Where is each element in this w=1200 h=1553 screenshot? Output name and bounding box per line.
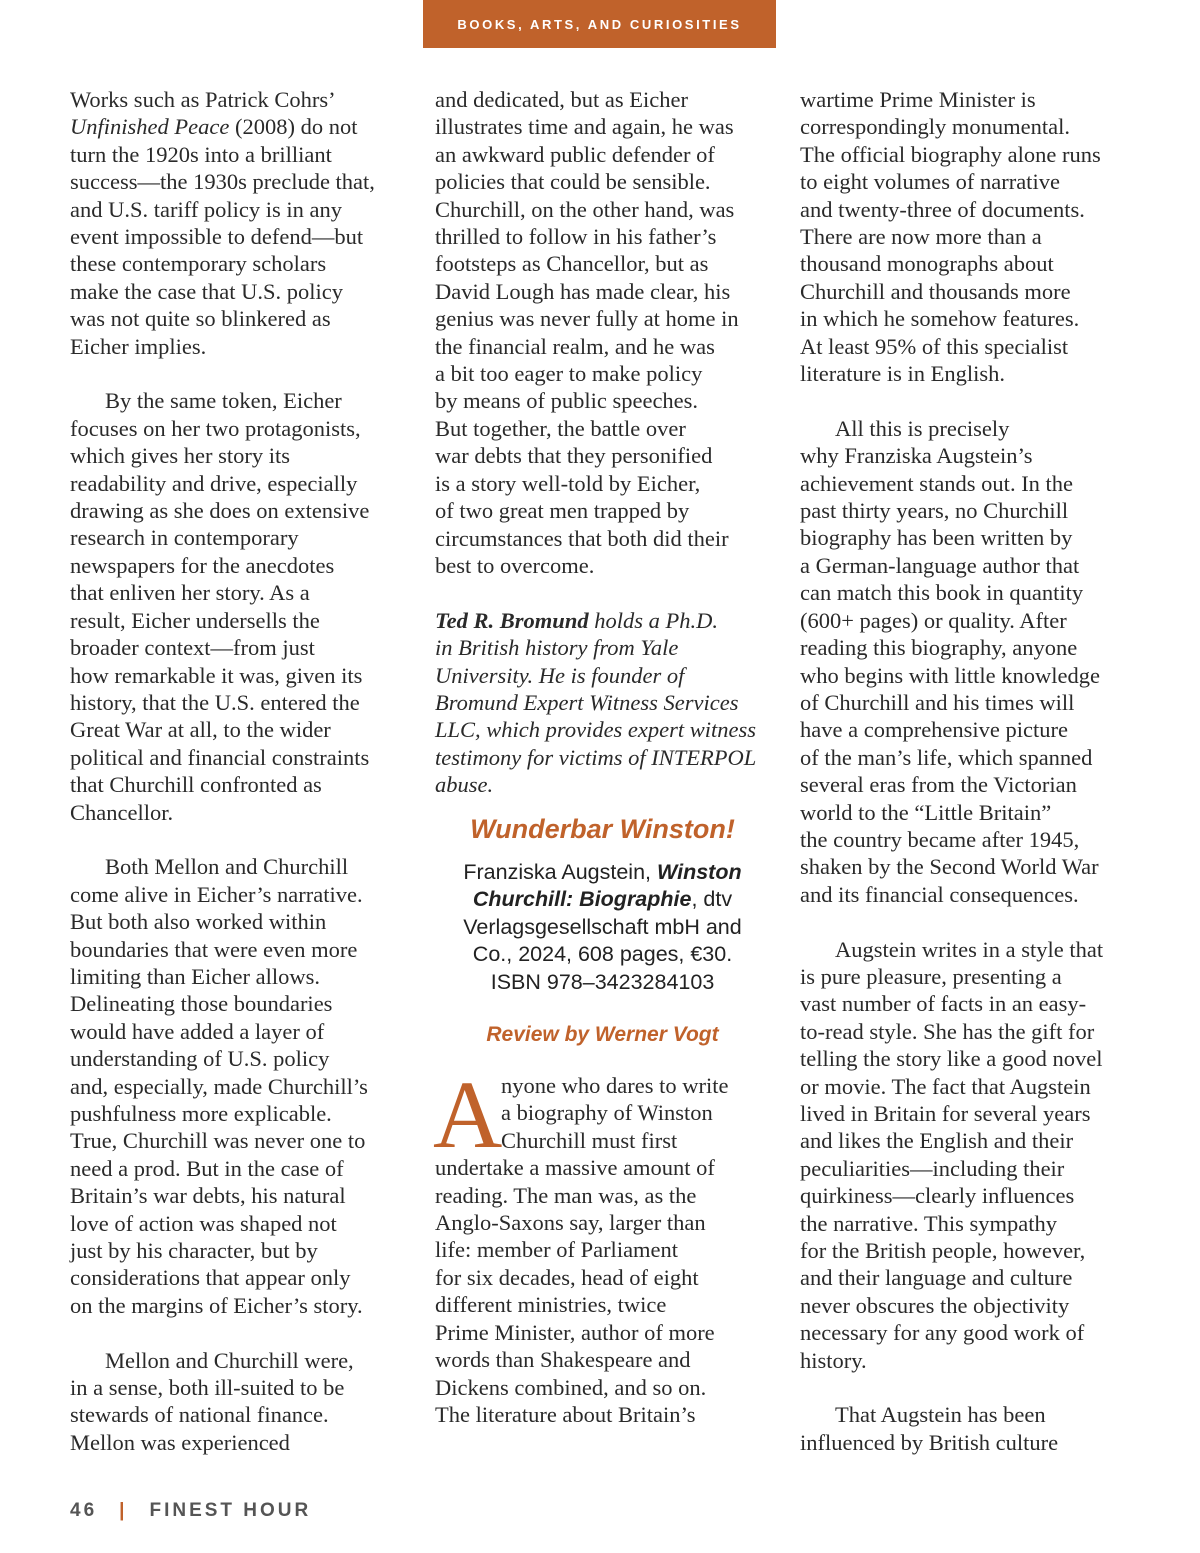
footer-separator: |: [119, 1500, 128, 1521]
text-line: True, Churchill was never one to: [70, 1128, 366, 1154]
text-line: Dickens combined, and so on.: [435, 1374, 707, 1400]
book-title-cont: Churchill: Biographie: [472, 887, 692, 912]
paragraph-9: [800, 1401, 1135, 1456]
text-line: Chancellor.: [70, 799, 174, 825]
author-name: Ted R. Bromund: [435, 607, 589, 633]
text-line: But both also worked within: [70, 909, 327, 935]
text-line: necessary for any good work of: [800, 1320, 1085, 1346]
text-line: history.: [800, 1347, 867, 1373]
text-line: testimony for victims of INTERPOL: [435, 744, 757, 770]
text-line: circumstances that both did their: [435, 525, 729, 551]
text-line: words than Shakespeare and: [435, 1347, 691, 1373]
text-line: and likes the English and their: [800, 1128, 1074, 1154]
text-line: nyone who dares to write: [501, 1073, 729, 1099]
text-line: that enliven her story. As a: [70, 580, 310, 606]
text-line: broader context—from just: [70, 635, 315, 661]
book-title: Winston: [657, 859, 742, 884]
text-line: Works such as Patrick Cohrs’: [70, 87, 336, 112]
text-line: is pure pleasure, presenting a: [800, 963, 1062, 989]
text-line: and dedicated, but as Eicher: [435, 87, 689, 112]
text-line: Delineating those boundaries: [70, 991, 333, 1017]
text-line: Both Mellon and Churchill: [105, 854, 349, 880]
text-line: a German-language author that: [800, 552, 1080, 578]
text-line: and, especially, made Churchill’s: [70, 1073, 368, 1099]
text-line: on the margins of Eicher’s story.: [70, 1292, 363, 1318]
column-3: [800, 86, 1135, 1456]
book-line: Verlagsgesellschaft mbH and: [463, 914, 742, 939]
text-line: limiting than Eicher allows.: [70, 963, 320, 989]
page-footer: [70, 1500, 311, 1522]
text-line: The literature about Britain’s: [435, 1401, 696, 1427]
book-title-italic: Unfinished Peace: [70, 114, 230, 140]
text-fragment: holds a Ph.D.: [588, 607, 718, 633]
text-line: that Churchill confronted as: [70, 772, 322, 798]
paragraph-8: [800, 936, 1135, 1375]
text-line: result, Eicher undersells the: [70, 607, 320, 633]
text-line: in which he somehow features.: [800, 306, 1080, 332]
text-line: is a story well-told by Eicher,: [435, 470, 701, 496]
text-line: quirkiness—clearly influences: [800, 1183, 1075, 1209]
text-line: readability and drive, especially: [70, 470, 358, 496]
text-line: David Lough has made clear, his: [435, 278, 731, 304]
text-line: footsteps as Chancellor, but as: [435, 251, 709, 277]
text-line: thousand monographs about: [800, 251, 1054, 277]
book-publisher: , dtv: [691, 887, 733, 912]
text-line: telling the story like a good novel: [800, 1046, 1103, 1072]
text-line: influenced by British culture: [800, 1429, 1059, 1455]
text-line: The official biography alone runs: [800, 141, 1101, 167]
text-line: thrilled to follow in his father’s: [435, 224, 717, 250]
text-line: stewards of national finance.: [70, 1402, 329, 1428]
section-header: [423, 0, 776, 48]
text-line: All this is precisely: [835, 415, 1010, 441]
review-title: Wunderbar Winston!: [470, 813, 735, 844]
author-bio: [435, 607, 770, 799]
text-line: political and financial constraints: [70, 744, 370, 770]
text-line: history, that the U.S. entered the: [70, 689, 360, 715]
text-line: [435, 607, 770, 634]
paragraph-6: [800, 86, 1135, 387]
text-line: Bromund Expert Witness Services: [435, 689, 739, 715]
text-line: can match this book in quantity: [800, 580, 1084, 606]
text-line: vast number of facts in an easy-: [800, 991, 1087, 1017]
text-line: and their language and culture: [800, 1265, 1073, 1291]
text-line: event impossible to defend—but: [70, 224, 364, 250]
text-line: Great War at all, to the wider: [70, 717, 331, 743]
text-line: success—the 1930s preclude that,: [70, 169, 375, 195]
text-line: [70, 113, 410, 140]
text-line: achievement stands out. In the: [800, 470, 1074, 496]
text-line: the narrative. This sympathy: [800, 1210, 1058, 1236]
text-line: Augstein writes in a style that: [835, 936, 1104, 962]
book-details: [435, 859, 770, 997]
column-1: [70, 86, 410, 1456]
text-line: undertake a massive amount of: [435, 1155, 715, 1181]
paragraph-5: [435, 86, 770, 579]
text-line: illustrates time and again, he was: [435, 114, 734, 140]
text-line: reading this biography, anyone: [800, 635, 1078, 661]
paragraph-4: [70, 1347, 410, 1457]
text-line: a bit too eager to make policy: [435, 361, 703, 387]
text-line: pushfulness more explicable.: [70, 1101, 332, 1126]
text-line: abuse.: [435, 772, 494, 798]
text-line: But together, the battle over: [435, 415, 686, 441]
paragraph-2: [70, 387, 410, 826]
text-line: of Churchill and his times will: [800, 689, 1075, 715]
text-line: life: member of Parliament: [435, 1237, 679, 1263]
magazine-name: FINEST HOUR: [149, 1500, 312, 1521]
book-author: Franziska Augstein,: [463, 859, 657, 884]
paragraph-7: [800, 415, 1135, 908]
text-line: best to overcome.: [435, 552, 595, 578]
text-line: by means of public speeches.: [435, 388, 699, 414]
text-line: come alive in Eicher’s narrative.: [70, 881, 363, 907]
text-line: literature is in English.: [800, 361, 1005, 387]
text-line: genius was never fully at home in: [435, 306, 739, 332]
text-line: need a prod. But in the case of: [70, 1155, 344, 1181]
text-line: peculiarities—including their: [800, 1155, 1065, 1181]
text-line: research in contemporary: [70, 525, 299, 551]
text-line: (600+ pages) or quality. After: [800, 607, 1067, 633]
text-line: to-read style. She has the gift for: [800, 1018, 1095, 1044]
text-line: Mellon was experienced: [70, 1429, 290, 1455]
text-line: of the man’s life, which spanned: [800, 744, 1093, 770]
text-line: for the British people, however,: [800, 1238, 1086, 1264]
text-line: war debts that they personified: [435, 443, 713, 469]
text-line: Eicher implies.: [70, 333, 207, 359]
text-line: past thirty years, no Churchill: [800, 498, 1069, 524]
book-line: [435, 886, 770, 914]
text-line: which gives her story its: [70, 443, 290, 469]
text-line: would have added a layer of: [70, 1018, 325, 1044]
text-line: who begins with little knowledge: [800, 662, 1100, 688]
text-line: to eight volumes of narrative: [800, 169, 1060, 195]
text-line: considerations that appear only: [70, 1265, 351, 1291]
text-line: shaken by the Second World War: [800, 854, 1099, 880]
page-number: 46: [70, 1500, 98, 1521]
text-line: boundaries that were even more: [70, 936, 358, 962]
text-line: correspondingly monumental.: [800, 114, 1070, 140]
section-title: BOOKS, ARTS, AND CURIOSITIES: [457, 16, 742, 32]
text-line: never obscures the objectivity: [800, 1292, 1070, 1318]
text-line: just by his character, but by: [70, 1238, 318, 1264]
text-line: of two great men trapped by: [435, 498, 690, 524]
book-line: Co., 2024, 608 pages, €30.: [472, 942, 733, 967]
text-line: reading. The man was, as the: [435, 1182, 697, 1208]
paragraph-3: [70, 853, 410, 1319]
reviewer-byline: Review by Werner Vogt: [486, 1023, 719, 1047]
text-line: make the case that U.S. policy: [70, 278, 344, 304]
text-line: wartime Prime Minister is: [800, 87, 1036, 112]
text-line: an awkward public defender of: [435, 141, 715, 167]
text-line: lived in Britain for several years: [800, 1101, 1091, 1126]
text-line: different ministries, twice: [435, 1292, 667, 1318]
text-line: University. He is founder of: [435, 662, 685, 688]
text-line: and twenty-three of documents.: [800, 196, 1085, 222]
text-line: drawing as she does on extensive: [70, 498, 370, 524]
text-line: a biography of Winston: [501, 1100, 713, 1126]
review-opening: [433, 1061, 770, 1428]
text-line: for six decades, head of eight: [435, 1264, 699, 1290]
text-line: and U.S. tariff policy is in any: [70, 196, 343, 222]
text-line: was not quite so blinkered as: [70, 306, 331, 332]
text-line: or movie. The fact that Augstein: [800, 1073, 1091, 1099]
text-line: Mellon and Churchill were,: [105, 1347, 354, 1373]
text-line: these contemporary scholars: [70, 251, 327, 277]
text-line: There are now more than a: [800, 224, 1042, 250]
text-line: the financial realm, and he was: [435, 333, 715, 359]
text-line: That Augstein has been: [835, 1402, 1046, 1428]
text-line: turn the 1920s into a brilliant: [70, 141, 332, 167]
text-line: why Franziska Augstein’s: [800, 443, 1033, 469]
text-line: newspapers for the anecdotes: [70, 552, 335, 578]
text-fragment: (2008) do not: [229, 114, 358, 140]
text-line: understanding of U.S. policy: [70, 1046, 330, 1072]
text-line: Britain’s war debts, his natural: [70, 1183, 346, 1209]
drop-cap: A: [433, 1061, 503, 1169]
book-line: [435, 859, 770, 887]
text-line: Churchill and thousands more: [800, 278, 1071, 304]
text-line: have a comprehensive picture: [800, 717, 1069, 743]
text-line: By the same token, Eicher: [105, 388, 342, 414]
book-isbn: ISBN 978–3423284103: [490, 969, 715, 994]
column-2: [435, 86, 770, 1428]
text-line: focuses on her two protagonists,: [70, 415, 361, 441]
text-line: Anglo-Saxons say, larger than: [435, 1210, 706, 1236]
text-line: world to the “Little Britain”: [800, 799, 1052, 825]
text-line: LLC, which provides expert witness: [435, 717, 757, 743]
text-line: in a sense, both ill-suited to be: [70, 1375, 345, 1401]
text-line: Prime Minister, author of more: [435, 1319, 715, 1345]
text-line: policies that could be sensible.: [435, 169, 711, 195]
text-line: in British history from Yale: [435, 635, 679, 661]
text-line: and its financial consequences.: [800, 881, 1079, 907]
paragraph-1: [70, 86, 410, 360]
text-line: At least 95% of this specialist: [800, 333, 1069, 359]
text-line: how remarkable it was, given its: [70, 662, 363, 688]
text-line: the country became after 1945,: [800, 826, 1080, 852]
text-line: biography has been written by: [800, 525, 1073, 551]
text-line: Churchill, on the other hand, was: [435, 196, 735, 222]
text-line: Churchill must first: [501, 1127, 678, 1153]
text-line: several eras from the Victorian: [800, 772, 1077, 798]
text-line: love of action was shaped not: [70, 1210, 337, 1236]
